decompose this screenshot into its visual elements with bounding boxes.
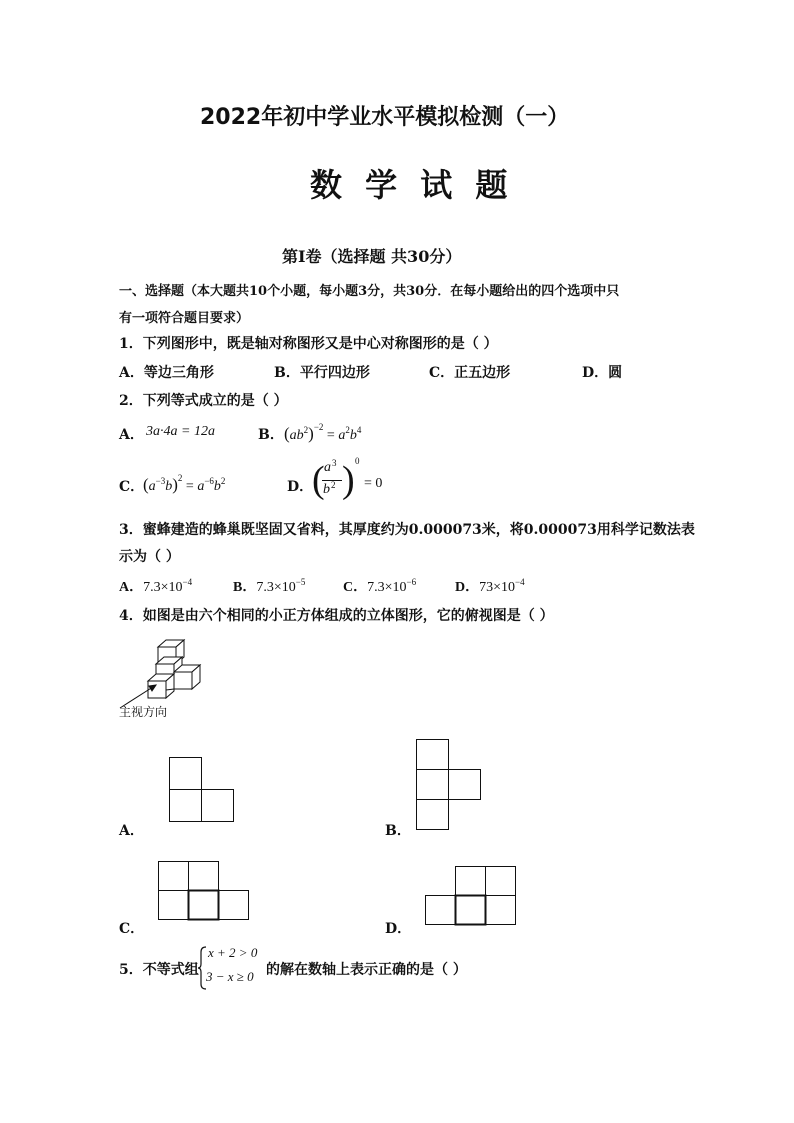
- q4-stem: 4．如图是由六个相同的小正方体组成的立体图形，它的俯视图是（ ）: [119, 608, 554, 624]
- cube-right: [174, 665, 200, 689]
- q4-option-a-label: A．: [119, 823, 144, 839]
- q3-option-b: B．$7.3\times 10^{-5}$: [233, 577, 306, 595]
- q2-stem: 2．下列等式成立的是（ ）: [119, 393, 288, 409]
- q5-stem-prefix: 5．不等式组: [119, 962, 199, 978]
- q4-cube-figure: [118, 635, 218, 710]
- q2-expr-c: $(a^{-3}b)^2 = a^{-6}b^2$: [143, 473, 226, 494]
- q2-label-c: C．: [119, 479, 145, 495]
- instructions-line2: 有一项符合题目要求）: [119, 311, 250, 326]
- q5-ineq-1: x + 2 > 0: [208, 945, 258, 960]
- q4-option-c-label: C．: [119, 921, 145, 937]
- q2-label-a: A．: [119, 427, 144, 443]
- q4-option-d-figure: [425, 866, 517, 926]
- q4-option-b-label: B．: [385, 823, 411, 839]
- q2-label-b: B．: [258, 427, 284, 443]
- q4-option-b-figure: [416, 739, 482, 831]
- q1-option-c: C．正五边形: [429, 365, 511, 381]
- q3-option-d: D．$73\times 10^{-4}$: [455, 577, 525, 595]
- q1-stem: 1．下列图形中，既是轴对称图形又是中心对称图形的是（ ）: [119, 336, 498, 352]
- q1-option-a: A．等边三角形: [119, 365, 214, 381]
- q5-stem-suffix: 的解在数轴上表示正确的是（ ）: [266, 962, 467, 978]
- q4-option-a-figure: [169, 757, 235, 823]
- q3-option-c: C．$7.3\times 10^{-6}$: [343, 577, 417, 595]
- q2-label-d: D．: [287, 479, 314, 495]
- q3-option-a: A．$7.3\times 10^{-4}$: [119, 577, 193, 595]
- q1-option-b: B．平行四边形: [274, 365, 370, 381]
- q4-option-d-label: D．: [385, 921, 412, 937]
- instructions-line1: 一、选择题（本大题共10个小题，每小题3分，共30分．在每小题给出的四个选项中只: [119, 284, 620, 299]
- q4-figure-caption: 主视方向: [119, 705, 168, 719]
- subject-title: 数 学 试 题: [310, 166, 514, 204]
- q2-expr-b: $(ab^2)^{-2} = a^2b^4$: [284, 422, 362, 443]
- exam-title: 2022年初中学业水平模拟检测（一）: [200, 105, 570, 130]
- q1-option-d: D．圆: [582, 365, 623, 381]
- q2-expr-a: 3a·4a = 12a: [146, 424, 215, 439]
- q4-option-c-figure: [158, 861, 250, 921]
- part1-heading: 第Ⅰ卷（选择题 共30分）: [282, 247, 462, 266]
- q5-ineq-2: 3 − x ≥ 0: [206, 969, 254, 984]
- q3-stem-line1: 3．蜜蜂建造的蜂巢既坚固又省料，其厚度约为0.000073米，将0.000073用科学记数法表: [119, 522, 695, 538]
- q3-stem-line2: 示为（ ）: [119, 549, 180, 565]
